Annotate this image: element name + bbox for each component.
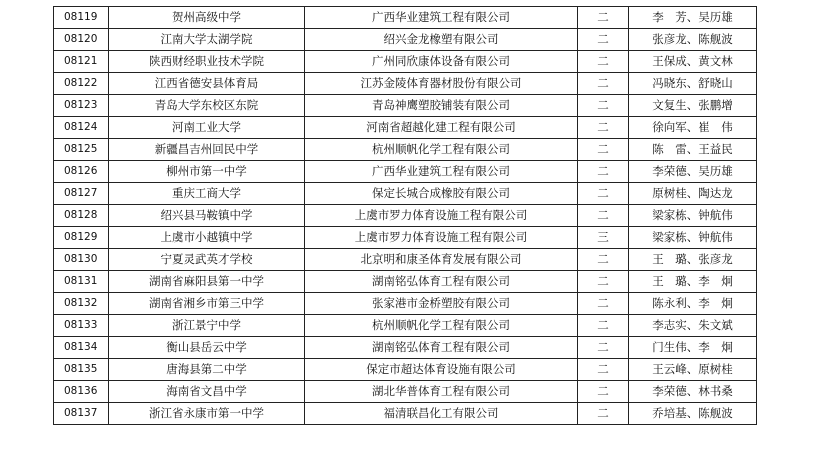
- grade-cell: 二: [578, 29, 629, 51]
- table-row: [54, 73, 757, 95]
- record-number-cell: 08122: [54, 73, 109, 95]
- school-name-cell: 河南工业大学: [109, 117, 305, 139]
- record-number-cell: 08124: [54, 117, 109, 139]
- school-name-cell: 海南省文昌中学: [109, 381, 305, 403]
- company-name-cell: 上虞市罗力体育设施工程有限公司: [305, 227, 578, 249]
- inspectors-cell: 王 璐、张彦龙: [629, 249, 757, 271]
- company-name-cell: 湖南铭弘体育工程有限公司: [305, 271, 578, 293]
- company-name-cell: 福清联昌化工有限公司: [305, 403, 578, 425]
- record-number-cell: 08120: [54, 29, 109, 51]
- table-row: [54, 95, 757, 117]
- record-number-cell: 08127: [54, 183, 109, 205]
- grade-cell: 二: [578, 95, 629, 117]
- school-name-cell: 上虞市小越镇中学: [109, 227, 305, 249]
- record-number-cell: 08136: [54, 381, 109, 403]
- inspectors-cell: 李荣德、林书桑: [629, 381, 757, 403]
- record-number-cell: 08119: [54, 7, 109, 29]
- table-body: [54, 7, 757, 425]
- grade-cell: 二: [578, 7, 629, 29]
- grade-cell: 二: [578, 205, 629, 227]
- table-row: [54, 337, 757, 359]
- table-row: [54, 227, 757, 249]
- record-number-cell: 08135: [54, 359, 109, 381]
- company-name-cell: 杭州顺帆化学工程有限公司: [305, 139, 578, 161]
- grade-cell: 二: [578, 293, 629, 315]
- company-name-cell: 北京明和康圣体育发展有限公司: [305, 249, 578, 271]
- table-row: [54, 381, 757, 403]
- table-row: [54, 139, 757, 161]
- inspectors-cell: 李荣德、吴历雄: [629, 161, 757, 183]
- grade-cell: 二: [578, 337, 629, 359]
- company-name-cell: 青岛神鹰塑胶铺装有限公司: [305, 95, 578, 117]
- company-name-cell: 湖南铭弘体育工程有限公司: [305, 337, 578, 359]
- table-row: [54, 315, 757, 337]
- grade-cell: 二: [578, 359, 629, 381]
- record-number-cell: 08125: [54, 139, 109, 161]
- grade-cell: 二: [578, 403, 629, 425]
- table-row: [54, 249, 757, 271]
- table-row: [54, 7, 757, 29]
- record-number-cell: 08126: [54, 161, 109, 183]
- table-row: [54, 161, 757, 183]
- record-number-cell: 08133: [54, 315, 109, 337]
- inspectors-cell: 张彦龙、陈舰波: [629, 29, 757, 51]
- table-row: [54, 117, 757, 139]
- school-name-cell: 湖南省麻阳县第一中学: [109, 271, 305, 293]
- company-name-cell: 广州同欣康体设备有限公司: [305, 51, 578, 73]
- school-name-cell: 衡山县岳云中学: [109, 337, 305, 359]
- grade-cell: 二: [578, 271, 629, 293]
- record-number-cell: 08137: [54, 403, 109, 425]
- grade-cell: 三: [578, 227, 629, 249]
- inspectors-cell: 梁家栋、钟航伟: [629, 205, 757, 227]
- record-number-cell: 08131: [54, 271, 109, 293]
- inspectors-cell: 陈 雷、王益民: [629, 139, 757, 161]
- grade-cell: 二: [578, 315, 629, 337]
- school-name-cell: 浙江省永康市第一中学: [109, 403, 305, 425]
- school-name-cell: 唐海县第二中学: [109, 359, 305, 381]
- school-name-cell: 江南大学太湖学院: [109, 29, 305, 51]
- grade-cell: 二: [578, 139, 629, 161]
- company-name-cell: 绍兴金龙橡塑有限公司: [305, 29, 578, 51]
- table-row: [54, 359, 757, 381]
- school-name-cell: 宁夏灵武英才学校: [109, 249, 305, 271]
- grade-cell: 二: [578, 161, 629, 183]
- inspectors-cell: 王保成、黄文林: [629, 51, 757, 73]
- grade-cell: 二: [578, 249, 629, 271]
- school-name-cell: 新疆昌吉州回民中学: [109, 139, 305, 161]
- table-row: [54, 183, 757, 205]
- company-name-cell: 保定长城合成橡胶有限公司: [305, 183, 578, 205]
- inspectors-cell: 门生伟、李 炯: [629, 337, 757, 359]
- inspectors-cell: 王云峰、原树桂: [629, 359, 757, 381]
- company-name-cell: 张家港市金桥塑胶有限公司: [305, 293, 578, 315]
- school-name-cell: 浙江景宁中学: [109, 315, 305, 337]
- grade-cell: 二: [578, 117, 629, 139]
- school-name-cell: 柳州市第一中学: [109, 161, 305, 183]
- table-row: [54, 271, 757, 293]
- school-name-cell: 重庆工商大学: [109, 183, 305, 205]
- record-number-cell: 08129: [54, 227, 109, 249]
- company-name-cell: 江苏金陵体育器材股份有限公司: [305, 73, 578, 95]
- table-row: [54, 403, 757, 425]
- school-name-cell: 青岛大学东校区东院: [109, 95, 305, 117]
- record-number-cell: 08130: [54, 249, 109, 271]
- school-name-cell: 陕西财经职业技术学院: [109, 51, 305, 73]
- grade-cell: 二: [578, 73, 629, 95]
- inspectors-cell: 李志实、朱文斌: [629, 315, 757, 337]
- company-name-cell: 保定市超达体育设施有限公司: [305, 359, 578, 381]
- certification-table: [53, 6, 757, 425]
- grade-cell: 二: [578, 183, 629, 205]
- company-name-cell: 广西华业建筑工程有限公司: [305, 161, 578, 183]
- record-number-cell: 08134: [54, 337, 109, 359]
- inspectors-cell: 乔培基、陈舰波: [629, 403, 757, 425]
- inspectors-cell: 徐向军、崔 伟: [629, 117, 757, 139]
- record-number-cell: 08128: [54, 205, 109, 227]
- inspectors-cell: 王 璐、李 炯: [629, 271, 757, 293]
- company-name-cell: 河南省超越化建工程有限公司: [305, 117, 578, 139]
- record-number-cell: 08132: [54, 293, 109, 315]
- grade-cell: 二: [578, 381, 629, 403]
- inspectors-cell: 冯晓东、舒晓山: [629, 73, 757, 95]
- company-name-cell: 上虞市罗力体育设施工程有限公司: [305, 205, 578, 227]
- school-name-cell: 湖南省湘乡市第三中学: [109, 293, 305, 315]
- inspectors-cell: 文复生、张鹏增: [629, 95, 757, 117]
- school-name-cell: 贺州高级中学: [109, 7, 305, 29]
- table-row: [54, 51, 757, 73]
- inspectors-cell: 梁家栋、钟航伟: [629, 227, 757, 249]
- company-name-cell: 湖北华普体育工程有限公司: [305, 381, 578, 403]
- table-row: [54, 29, 757, 51]
- grade-cell: 二: [578, 51, 629, 73]
- school-name-cell: 江西省德安县体育局: [109, 73, 305, 95]
- table-row: [54, 205, 757, 227]
- company-name-cell: 广西华业建筑工程有限公司: [305, 7, 578, 29]
- school-name-cell: 绍兴县马鞍镇中学: [109, 205, 305, 227]
- record-number-cell: 08121: [54, 51, 109, 73]
- table-row: [54, 293, 757, 315]
- inspectors-cell: 陈永利、李 炯: [629, 293, 757, 315]
- record-number-cell: 08123: [54, 95, 109, 117]
- company-name-cell: 杭州顺帆化学工程有限公司: [305, 315, 578, 337]
- inspectors-cell: 原树桂、陶达龙: [629, 183, 757, 205]
- inspectors-cell: 李 芳、吴历雄: [629, 7, 757, 29]
